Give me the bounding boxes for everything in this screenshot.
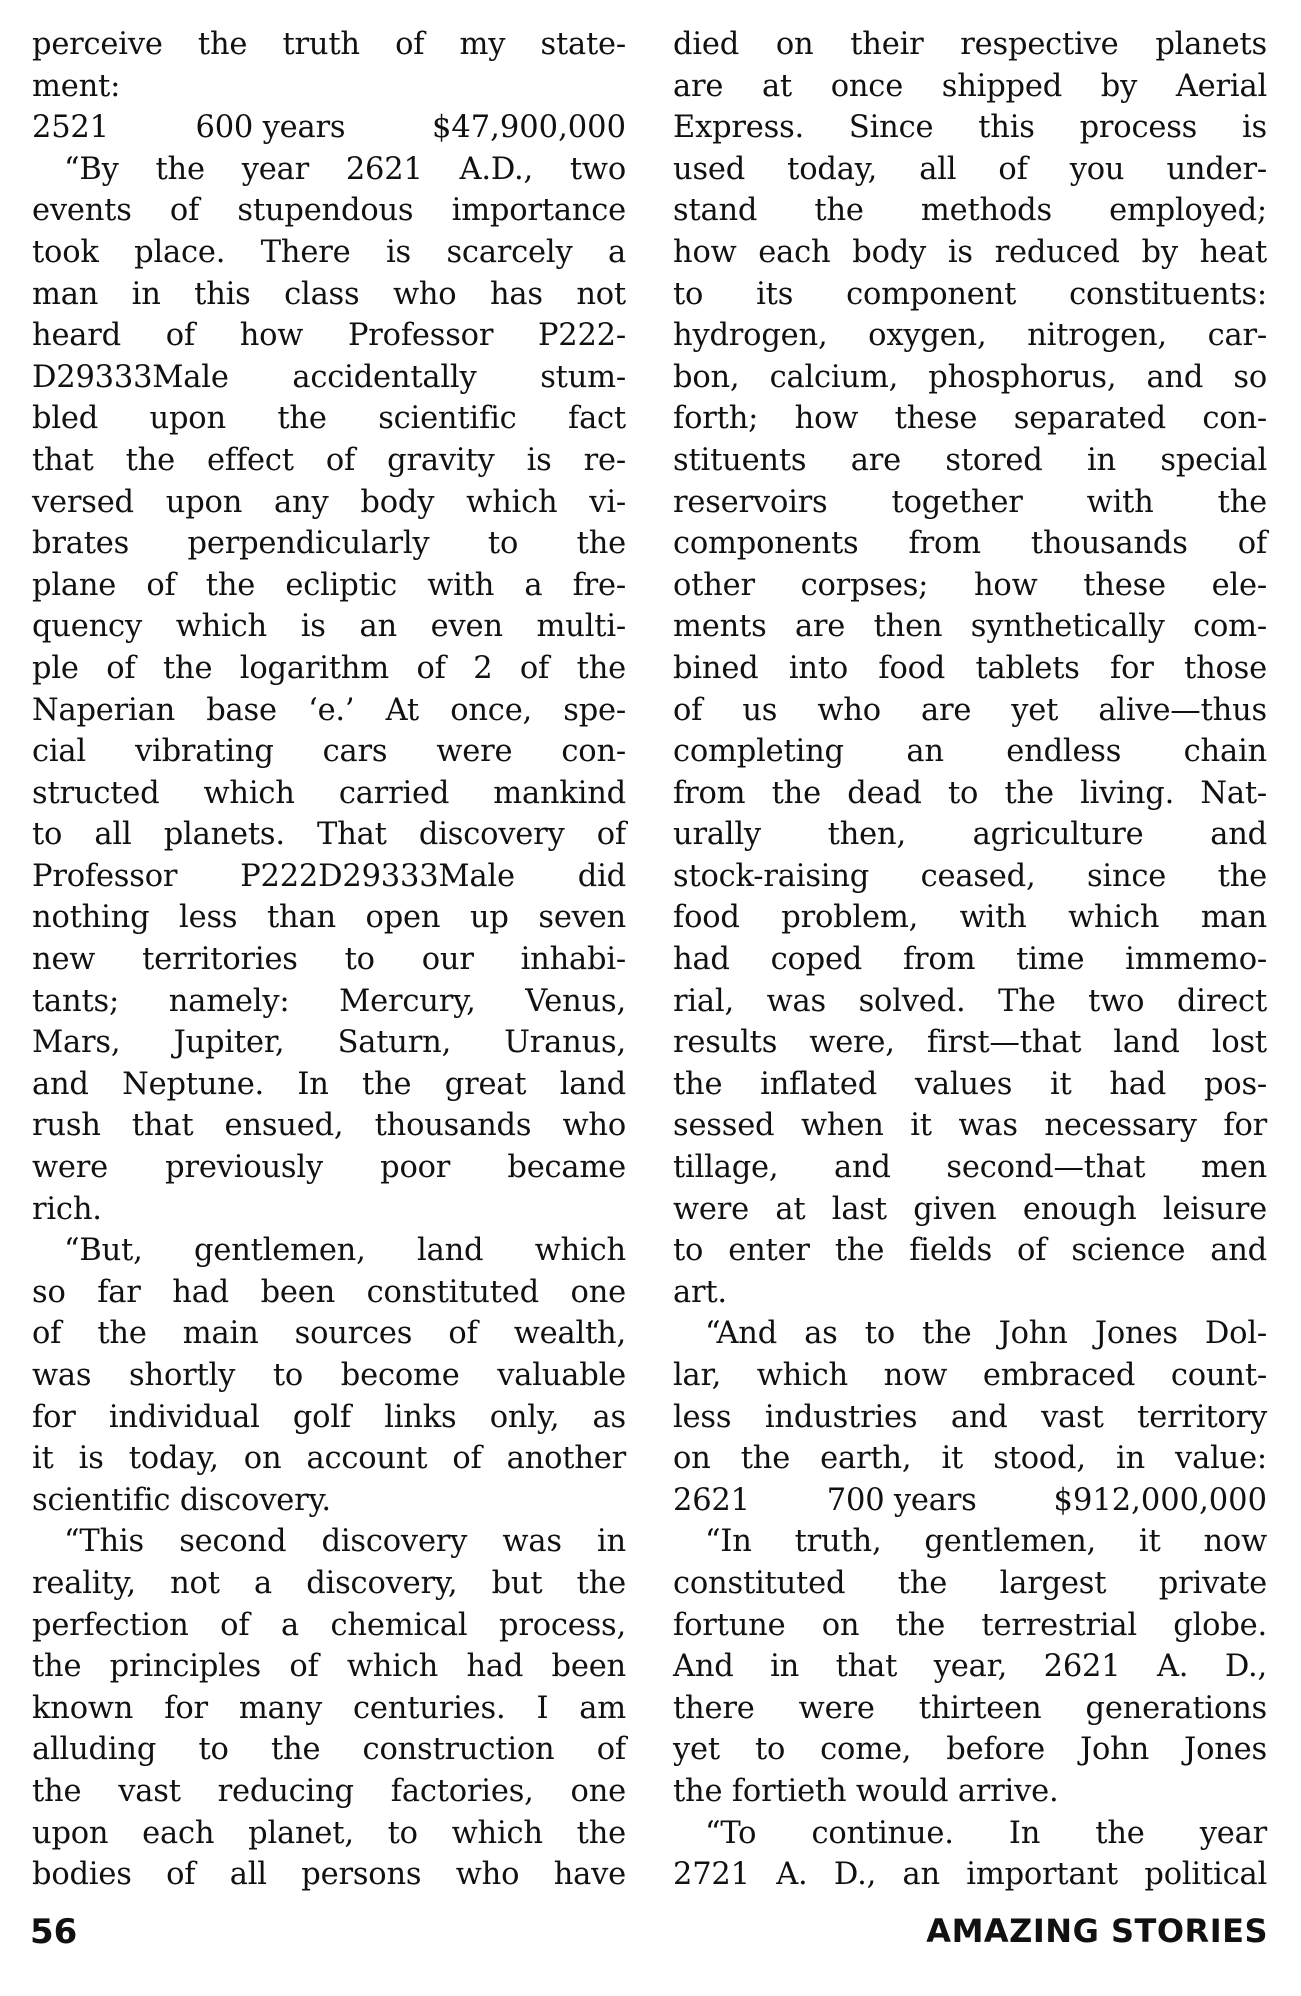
text-line: alluding to the construction of xyxy=(32,1732,626,1768)
text-line: sessed when it was necessary for xyxy=(673,1108,1267,1144)
text-line: there were thirteen generations xyxy=(673,1690,1267,1726)
text-line: of us who are yet alive—thus xyxy=(673,692,1267,728)
ledger-row xyxy=(673,1480,1267,1522)
text-line: nothing less than open up seven xyxy=(32,900,626,936)
text-line: Professor P222D29333Male did xyxy=(32,858,626,894)
text-line: structed which carried mankind xyxy=(32,775,626,811)
text-line: hydrogen, oxygen, nitrogen, car- xyxy=(673,318,1267,354)
text-line: used today, all of you under- xyxy=(673,151,1267,187)
text-line: “By the year 2621 A.D., two xyxy=(64,151,626,187)
text-column-left xyxy=(32,24,626,1896)
text-line: lar, which now embraced count- xyxy=(673,1358,1267,1393)
text-line: were at last given enough leisure xyxy=(673,1191,1267,1227)
text-line: food problem, with which man xyxy=(673,900,1267,936)
text-line: rial, was solved. The two direct xyxy=(673,983,1267,1019)
text-line: fortune on the terrestrial globe. xyxy=(673,1607,1267,1643)
text-line: quency which is an even multi- xyxy=(32,609,626,645)
text-line: the fortieth would arrive. xyxy=(673,1773,1059,1809)
text-line: ple of the logarithm of 2 of the xyxy=(32,650,626,686)
text-line: events of stupendous importance xyxy=(32,193,626,229)
text-line: “But, gentlemen, land which xyxy=(64,1233,626,1269)
text-line: upon each planet, to which the xyxy=(32,1815,626,1851)
ledger-amount: $47,900,000 xyxy=(431,110,626,146)
ledger-period: 600 years xyxy=(195,110,346,146)
text-line: completing an endless chain xyxy=(673,734,1267,770)
text-line: brates perpendicularly to the xyxy=(32,526,626,562)
text-line: 2721 A. D., an important political xyxy=(673,1857,1267,1893)
ledger-period: 700 years xyxy=(826,1482,977,1518)
text-line: tants; namely: Mercury, Venus, xyxy=(32,983,626,1019)
text-line: bined into food tablets for those xyxy=(673,650,1267,686)
text-line: of the main sources of wealth, xyxy=(32,1316,626,1352)
text-line: components from thousands of xyxy=(673,526,1267,562)
magazine-name: AMAZING STORIES xyxy=(926,1912,1268,1950)
text-line: urally then, agriculture and xyxy=(673,817,1267,853)
text-line: “In truth, gentlemen, it now xyxy=(705,1524,1267,1560)
ledger-year: 2621 xyxy=(673,1482,750,1518)
ledger-year: 2521 xyxy=(32,110,109,146)
text-line: to all planets. That discovery of xyxy=(32,817,626,853)
text-line: reality, not a discovery, but the xyxy=(32,1565,626,1601)
text-line: “To continue. In the year xyxy=(705,1815,1267,1851)
text-line: new territories to our inhabi- xyxy=(32,942,626,978)
text-line: forth; how these separated con- xyxy=(673,401,1267,437)
text-line: took place. There is scarcely a xyxy=(32,234,626,270)
text-line: died on their respective planets xyxy=(673,27,1267,62)
text-line: so far had been constituted one xyxy=(32,1274,626,1310)
text-line: stock-raising ceased, since the xyxy=(673,858,1267,894)
text-line: to enter the fields of science and xyxy=(673,1233,1267,1269)
text-line: stituents are stored in special xyxy=(673,442,1267,478)
page-footer xyxy=(0,1912,1301,1962)
text-line: ment: xyxy=(32,68,121,104)
text-line: was shortly to become valuable xyxy=(32,1358,626,1393)
text-line: cial vibrating cars were con- xyxy=(32,734,626,770)
text-line: and Neptune. In the great land xyxy=(32,1066,626,1102)
text-line: Mars, Jupiter, Saturn, Uranus, xyxy=(32,1025,626,1061)
text-line: the vast reducing factories, one xyxy=(32,1773,626,1809)
text-line: man in this class who has not xyxy=(32,276,626,312)
text-line: “This second discovery was in xyxy=(64,1524,626,1560)
text-line: art. xyxy=(673,1274,727,1310)
text-line: from the dead to the living. Nat- xyxy=(673,775,1267,811)
text-line: how each body is reduced by heat xyxy=(673,234,1267,270)
text-line: are at once shipped by Aerial xyxy=(673,68,1267,104)
text-line: perceive the truth of my state- xyxy=(32,27,626,62)
text-line: bon, calcium, phosphorus, and so xyxy=(673,359,1267,395)
page-number: 56 xyxy=(30,1912,78,1952)
text-line: less industries and vast territory xyxy=(673,1399,1267,1435)
text-line: other corpses; how these ele- xyxy=(673,567,1267,603)
ledger-row xyxy=(32,107,626,149)
text-line: plane of the ecliptic with a fre- xyxy=(32,567,626,603)
text-line: known for many centuries. I am xyxy=(32,1690,626,1726)
text-line: Naperian base ‘e.’ At once, spe- xyxy=(32,692,626,728)
text-line: perfection of a chemical process, xyxy=(32,1607,626,1643)
text-line: heard of how Professor P222- xyxy=(32,318,626,354)
text-line: bled upon the scientific fact xyxy=(32,401,626,437)
text-line: yet to come, before John Jones xyxy=(673,1732,1267,1768)
text-line: Express. Since this process is xyxy=(673,110,1267,146)
text-line: were previously poor became xyxy=(32,1150,626,1186)
text-line: on the earth, it stood, in value: xyxy=(673,1441,1267,1477)
text-line: And in that year, 2621 A. D., xyxy=(673,1649,1267,1685)
text-line: for individual golf links only, as xyxy=(32,1399,626,1435)
text-line: the inflated values it had pos- xyxy=(673,1066,1267,1102)
text-line: bodies of all persons who have xyxy=(32,1857,626,1893)
text-line: had coped from time immemo- xyxy=(673,942,1267,978)
text-line: to its component constituents: xyxy=(673,276,1267,312)
text-line: rich. xyxy=(32,1191,102,1227)
text-line: “And as to the John Jones Dol- xyxy=(705,1316,1267,1352)
text-line: stand the methods employed; xyxy=(673,193,1267,229)
text-line: it is today, on account of another xyxy=(32,1441,626,1477)
text-line: tillage, and second—that men xyxy=(673,1150,1267,1186)
text-line: scientific discovery. xyxy=(32,1482,331,1518)
text-line: that the effect of gravity is re- xyxy=(32,442,626,478)
text-line: ments are then synthetically com- xyxy=(673,609,1267,645)
text-line: D29333Male accidentally stum- xyxy=(32,359,626,395)
text-line: the principles of which had been xyxy=(32,1649,626,1685)
ledger-amount: $912,000,000 xyxy=(1053,1482,1267,1518)
text-line: results were, first—that land lost xyxy=(673,1025,1267,1061)
text-line: constituted the largest private xyxy=(673,1565,1267,1601)
text-line: reservoirs together with the xyxy=(673,484,1267,520)
text-line: versed upon any body which vi- xyxy=(32,484,626,520)
text-column-right xyxy=(673,24,1267,1896)
text-line: rush that ensued, thousands who xyxy=(32,1108,626,1144)
